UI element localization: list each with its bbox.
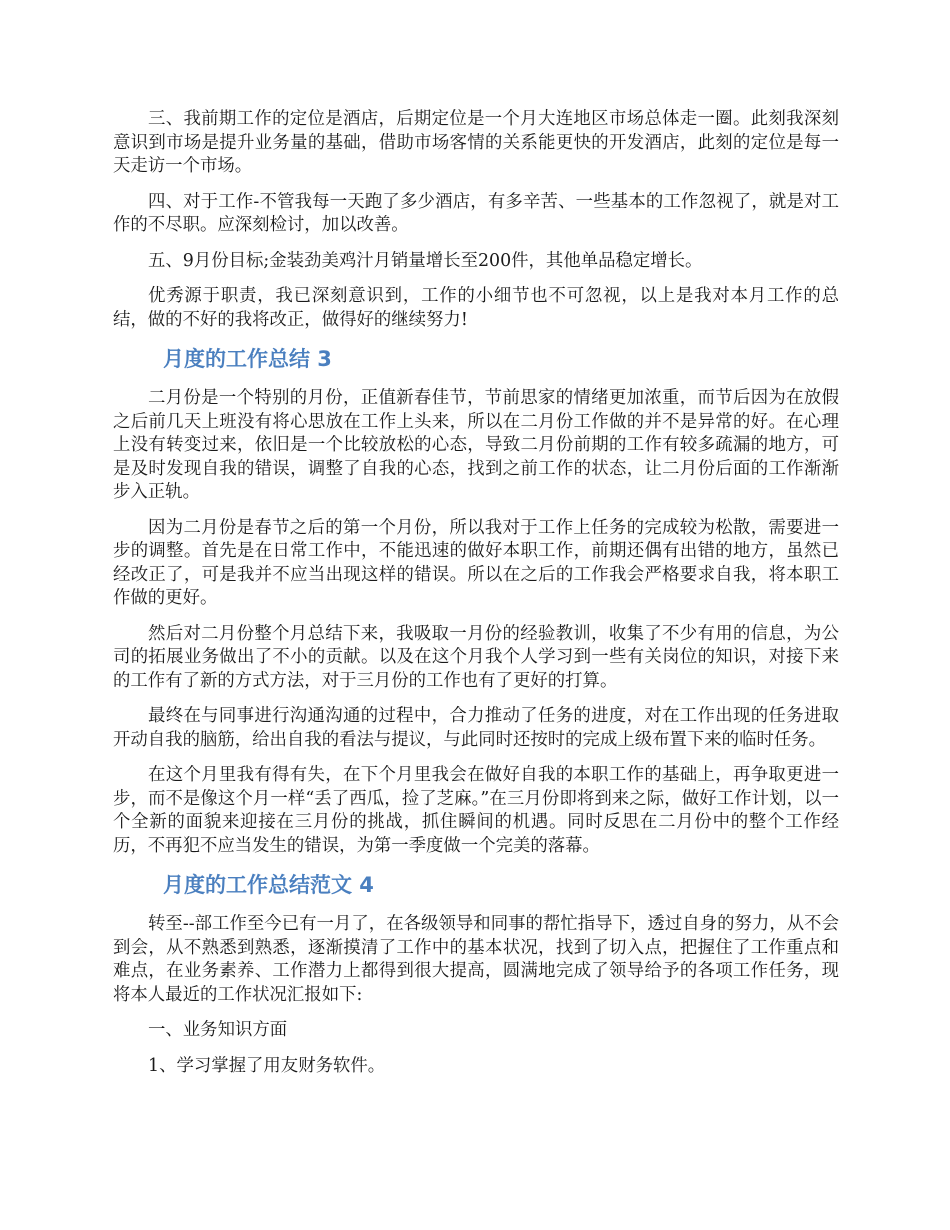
paragraph: 四、对于工作-不管我每一天跑了多少酒店，有多辛苦、一些基本的工作忽视了，就是对工作的不尽职。应深刻检讨，加以改善。	[113, 191, 839, 235]
section-heading-4: 月度的工作总结范文 4	[163, 873, 374, 897]
paragraph: 然后对二月份整个月总结下来，我吸取一月份的经验教训，收集了不少有用的信息，为公司的拓展业务做出了不小的贡献。以及在这个月我个人学习到一些有关岗位的知识，对接下来的工作有了新的方式方法，对于三月份的工作也有了更好的打算。	[113, 623, 839, 691]
paragraph: 优秀源于职责，我已深刻意识到，工作的小细节也不可忽视，以上是我对本月工作的总结，做的不好的我将改正，做得好的继续努力!	[113, 286, 839, 330]
paragraph: 1、学习掌握了用友财务软件。	[148, 1055, 386, 1076]
section-heading-3: 月度的工作总结 3	[163, 347, 332, 371]
paragraph: 五、9月份目标;金装劲美鸡汁月销量增长至200件，其他单品稳定增长。	[148, 250, 703, 271]
paragraph: 因为二月份是春节之后的第一个月份，所以我对于工作上任务的完成较为松散，需要进一步的调整。首先是在日常工作中，不能迅速的做好本职工作，前期还偶有出错的地方，虽然已经改正了，可是我并不应当出现这样的错误。所以在之后的工作我会严格要求自我，将本职工作做的更好。	[113, 517, 839, 608]
paragraph: 最终在与同事进行沟通沟通的过程中，合力推动了任务的进度，对在工作出现的任务进取开动自我的脑筋，给出自我的看法与提议，与此同时还按时的完成上级布置下来的临时任务。	[113, 706, 839, 750]
paragraph: 转至--部工作至今已有一月了，在各级领导和同事的帮忙指导下，透过自身的努力，从不会到会，从不熟悉到熟悉，逐渐摸清了工作中的基本状况，找到了切入点，把握住了工作重点和难点，在业务素养、工作潜力上都得到很大提高，圆满地完成了领导给予的各项工作任务，现将本人最近的工作状况汇报如下:	[113, 914, 839, 1005]
document-page	[113, 108, 839, 1090]
paragraph: 一、业务知识方面	[148, 1020, 288, 1040]
paragraph: 二月份是一个特别的月份，正值新春佳节，节前思家的情绪更加浓重，而节后因为在放假之后前几天上班没有将心思放在工作上头来，所以在二月份工作做的并不是异常的好。在心理上没有转变过来，依旧是一个比较放松的心态，导致二月份前期的工作有较多疏漏的地方，可是及时发现自我的错误，调整了自我的心态，找到之前工作的状态，让二月份后面的工作渐渐步入正轨。	[113, 388, 839, 502]
paragraph: 三、我前期工作的定位是酒店，后期定位是一个月大连地区市场总体走一圈。此刻我深刻意识到市场是提升业务量的基础，借助市场客情的关系能更快的开发酒店，此刻的定位是每一天走访一个市场。	[113, 109, 839, 176]
paragraph: 在这个月里我有得有失，在下个月里我会在做好自我的本职工作的基础上，再争取更进一步，而不是像这个月一样“丢了西瓜，捡了芝麻。”在三月份即将到来之际，做好工作计划，以一个全新的面貌来迎接在三月份的挑战，抓住瞬间的机遇。同时反思在二月份中的整个工作经历，不再犯不应当发生的错误，为第一季度做一个完美的落幕。	[113, 765, 839, 856]
